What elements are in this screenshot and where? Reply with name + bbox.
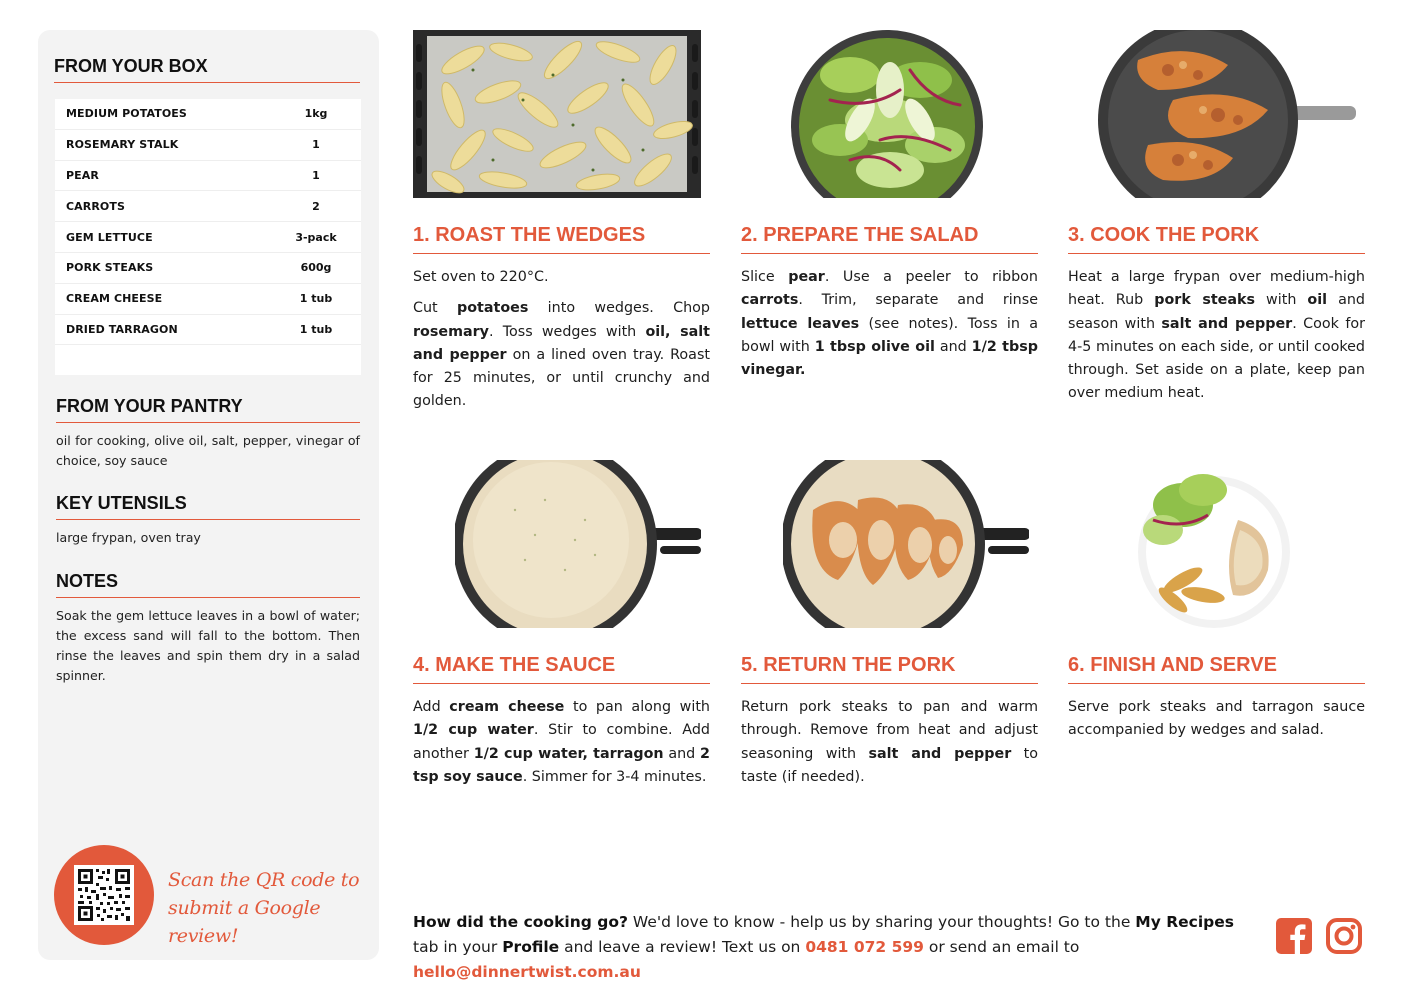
ingredients-sidebar bbox=[38, 30, 379, 960]
ingredient-qty: 1 bbox=[312, 138, 320, 152]
step-text: with bbox=[1255, 292, 1308, 309]
ingredient-name: CARROTS bbox=[66, 199, 126, 213]
pantry-heading: FROM YOUR PANTRY bbox=[56, 396, 360, 423]
step-2-title: 2. PREPARE THE SALAD bbox=[741, 224, 1038, 254]
roast-wedges-photo bbox=[413, 30, 701, 198]
table-row bbox=[55, 99, 361, 130]
footer-phone-link[interactable]: 0481 072 599 bbox=[805, 938, 924, 956]
step-2-body bbox=[741, 266, 1038, 390]
utensils-text: large frypan, oven tray bbox=[56, 530, 201, 545]
step-text: into wedges. Chop bbox=[528, 300, 710, 317]
step-6-body bbox=[1068, 696, 1365, 751]
table-row bbox=[55, 284, 361, 315]
step-text: Cut bbox=[413, 300, 457, 317]
ingredient-qty: 1 tub bbox=[299, 292, 333, 306]
bold-ingredient: pork steaks bbox=[1154, 292, 1256, 309]
qr-code-icon[interactable] bbox=[74, 865, 134, 925]
qr-cta-line1: Scan the QR code to bbox=[168, 869, 360, 891]
footer-question: How did the cooking go? bbox=[413, 913, 628, 931]
step-3-body bbox=[1068, 266, 1365, 414]
table-row bbox=[55, 161, 361, 192]
ingredient-qty: 1kg bbox=[304, 107, 328, 121]
step-text: . Toss wedges with bbox=[489, 323, 646, 340]
step-text: . Stir to combine. Add another bbox=[413, 722, 710, 762]
bold-ingredient: salt and pepper bbox=[868, 745, 1012, 762]
notes-text: Soak the gem lettuce leaves in a bowl of water; the excess sand will fall to the bottom. Then rinse the leaves and spin them dry in a salad spinner. bbox=[56, 608, 360, 683]
ingredient-name: GEM LETTUCE bbox=[66, 230, 153, 244]
step-6-para-1 bbox=[1068, 696, 1365, 743]
step-text: and bbox=[934, 338, 972, 355]
step-text: and bbox=[663, 745, 701, 762]
bold-ingredient: lettuce leaves bbox=[741, 315, 860, 332]
return-pork-photo bbox=[783, 460, 1029, 628]
step-text: (see notes). Toss in a bowl with bbox=[741, 315, 1038, 355]
step-2-para-1 bbox=[741, 266, 1038, 382]
pantry-text: oil for cooking, olive oil, salt, pepper, vinegar of choice, soy sauce bbox=[56, 433, 360, 468]
step-text: to pan along with bbox=[564, 699, 710, 715]
step-text: and season with bbox=[1068, 292, 1365, 332]
bold-ingredient: cream cheese bbox=[449, 699, 565, 715]
step-text: Return pork steaks to pan and warm through. Remove from heat and adjust seasoning with bbox=[741, 699, 1038, 762]
salad-photo bbox=[790, 30, 984, 198]
step-3-para-1 bbox=[1068, 266, 1365, 406]
review-footer bbox=[413, 910, 1263, 985]
step-text: . Trim, separate and rinse bbox=[798, 292, 1038, 309]
footer-text-4: or send an email to bbox=[923, 938, 1080, 956]
footer-profile: Profile bbox=[502, 938, 560, 956]
bold-ingredient: 1/2 cup water bbox=[413, 722, 534, 739]
step-text: Serve pork steaks and tarragon sauce accompanied by wedges and salad. bbox=[1068, 699, 1365, 739]
bold-ingredient: 1/2 tbsp vinegar. bbox=[741, 338, 1038, 379]
notes-heading: NOTES bbox=[56, 571, 360, 598]
step-3-title: 3. COOK THE PORK bbox=[1068, 224, 1365, 254]
qr-review-prompt bbox=[168, 866, 368, 950]
table-row bbox=[55, 253, 361, 284]
step-6-title: 6. FINISH AND SERVE bbox=[1068, 654, 1365, 684]
bold-ingredient: oil, salt and pepper bbox=[413, 323, 710, 363]
bold-ingredient: rosemary bbox=[413, 323, 489, 340]
step-4-body bbox=[413, 696, 710, 797]
facebook-icon[interactable] bbox=[1276, 918, 1312, 958]
ingredients-table bbox=[55, 99, 361, 375]
footer-text-1: We'd love to know - help us by sharing your thoughts! Go to the bbox=[627, 913, 1136, 931]
from-box-heading: FROM YOUR BOX bbox=[54, 56, 360, 83]
step-text: . Cook for 4-5 minutes on each side, or until cooked through. Set aside on a plate, keep pan over medium heat. bbox=[1068, 315, 1365, 402]
step-5-title: 5. RETURN THE PORK bbox=[741, 654, 1038, 684]
instagram-icon[interactable] bbox=[1326, 918, 1362, 958]
table-row bbox=[55, 222, 361, 253]
cook-pork-photo bbox=[1098, 30, 1356, 198]
step-text: Slice bbox=[741, 269, 789, 285]
ingredient-qty: 3-pack bbox=[295, 230, 337, 244]
bold-ingredient: potatoes bbox=[456, 300, 529, 317]
ingredient-name: DRIED TARRAGON bbox=[66, 322, 178, 336]
step-1-para-2 bbox=[413, 297, 710, 413]
step-1-body bbox=[413, 266, 710, 422]
step-text: Heat a large frypan over medium-high heat. Rub bbox=[1068, 269, 1365, 309]
bold-ingredient: salt and pepper bbox=[1161, 315, 1293, 332]
footer-my-recipes: My Recipes bbox=[1135, 913, 1234, 931]
ingredient-name: CREAM CHEESE bbox=[66, 292, 163, 306]
footer-text-3: and leave a review! Text us on bbox=[559, 938, 806, 956]
step-text: Add bbox=[413, 699, 450, 715]
step-1-title: 1. ROAST THE WEDGES bbox=[413, 224, 710, 254]
ingredient-name: MEDIUM POTATOES bbox=[66, 107, 187, 121]
step-1-para-1 bbox=[413, 266, 710, 289]
ingredient-qty: 600g bbox=[300, 261, 332, 275]
table-row bbox=[55, 191, 361, 222]
footer-text-2: tab in your bbox=[413, 938, 503, 956]
bold-ingredient: oil bbox=[1307, 292, 1328, 309]
qr-cta-line2: submit a Google review! bbox=[168, 897, 321, 947]
bold-ingredient: 1 tbsp olive oil bbox=[814, 338, 935, 355]
bold-ingredient: carrots bbox=[741, 292, 799, 309]
bold-ingredient: 2 tsp soy sauce bbox=[413, 745, 710, 785]
step-4-title: 4. MAKE THE SAUCE bbox=[413, 654, 710, 684]
step-text: to taste (if needed). bbox=[741, 745, 1038, 785]
step-text: Set oven to 220°C. bbox=[413, 269, 549, 285]
step-text: . Use a peeler to ribbon bbox=[824, 269, 1038, 285]
ingredient-name: ROSEMARY STALK bbox=[66, 138, 179, 152]
bold-ingredient: 1/2 cup water, tarragon bbox=[473, 745, 664, 762]
finish-serve-photo bbox=[1128, 460, 1294, 628]
bold-ingredient: pear bbox=[788, 269, 825, 285]
table-row bbox=[55, 315, 361, 346]
step-5-body bbox=[741, 696, 1038, 797]
step-text: on a lined oven tray. Roast for 25 minutes, or until crunchy and golden. bbox=[413, 346, 710, 410]
ingredient-name: PORK STEAKS bbox=[66, 261, 154, 275]
step-text: . Simmer for 3-4 minutes. bbox=[522, 768, 707, 785]
ingredient-qty: 1 tub bbox=[299, 322, 333, 336]
step-5-para-1 bbox=[741, 696, 1038, 789]
table-row bbox=[55, 130, 361, 161]
ingredient-name: PEAR bbox=[66, 168, 99, 182]
footer-email-link[interactable]: hello@dinnertwist.com.au bbox=[413, 963, 641, 981]
utensils-heading: KEY UTENSILS bbox=[56, 493, 360, 520]
ingredient-qty: 2 bbox=[312, 199, 320, 213]
make-sauce-photo bbox=[455, 460, 701, 628]
qr-badge[interactable] bbox=[54, 845, 154, 945]
step-4-para-1 bbox=[413, 696, 710, 789]
ingredient-qty: 1 bbox=[312, 168, 320, 182]
